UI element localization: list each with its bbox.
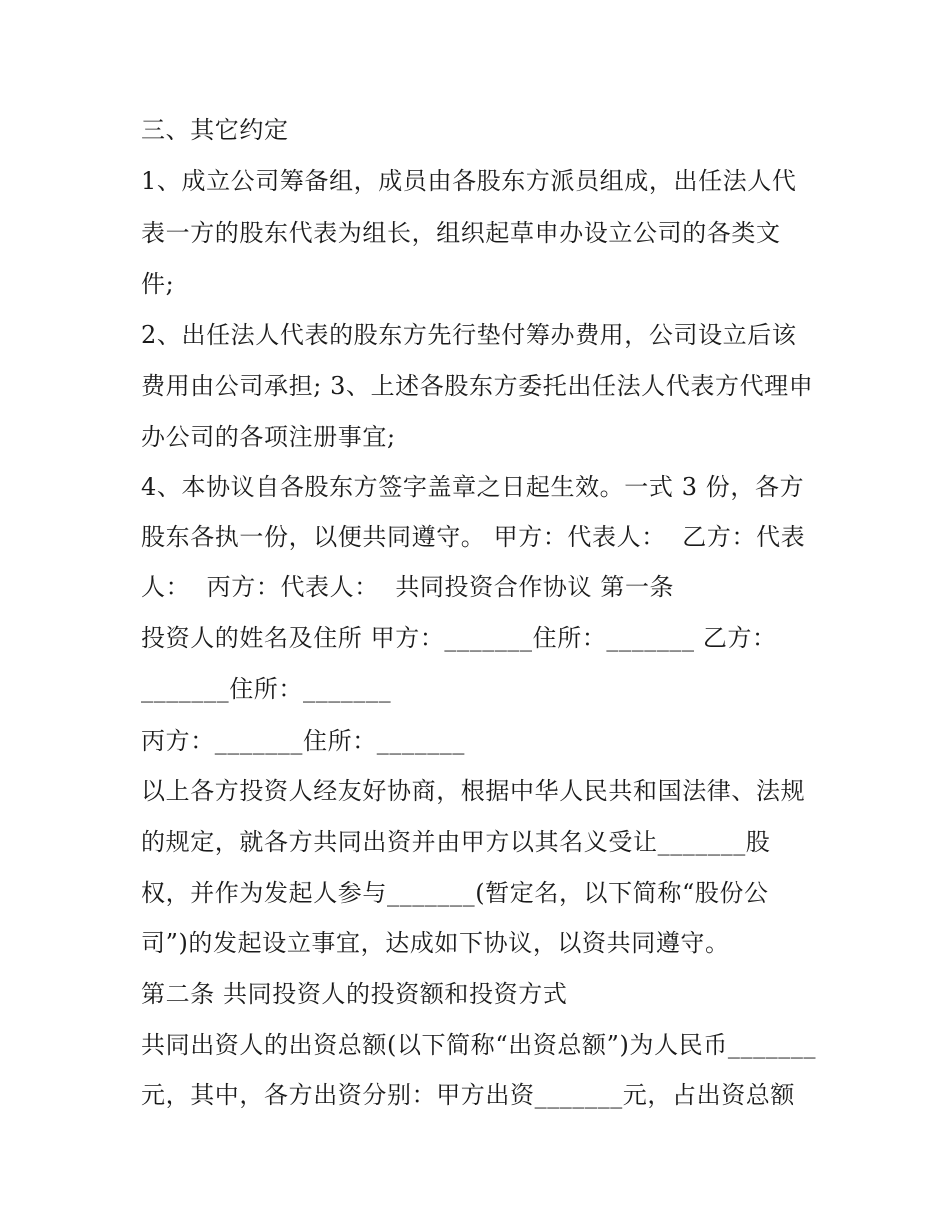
- paragraph-line: 人： 丙方：代表人： 共同投资合作协议 第一条: [141, 573, 675, 601]
- paragraph-line: 共同出资人的出资总额(以下简称“出资总额”)为人民币_______: [141, 1031, 817, 1059]
- paragraph-line: 4、本协议自各股东方签字盖章之日起生效。一式 3 份，各方: [141, 473, 805, 501]
- paragraph-line: 股东各执一份，以便共同遵守。 甲方：代表人： 乙方：代表: [141, 523, 806, 551]
- paragraph-line: 办公司的各项注册事宜;: [141, 423, 396, 451]
- paragraph-line: 丙方：_______住所：_______: [141, 727, 465, 755]
- article-heading: 第二条 共同投资人的投资额和投资方式: [141, 980, 568, 1008]
- paragraph-line: 件;: [141, 270, 175, 298]
- paragraph-line: 元，其中，各方出资分别：甲方出资_______元，占出资总额: [141, 1081, 795, 1109]
- section-heading: 三、其它约定: [141, 116, 289, 144]
- paragraph-line: 1、成立公司筹备组，成员由各股东方派员组成，出任法人代: [141, 167, 797, 195]
- paragraph-line: 投资人的姓名及住所 甲方：_______住所：_______ 乙方：: [141, 624, 777, 652]
- paragraph-line: 表一方的股东代表为组长，组织起草申办设立公司的各类文: [141, 219, 781, 247]
- paragraph-line: 以上各方投资人经友好协商，根据中华人民共和国法律、法规: [141, 777, 806, 805]
- paragraph-line: _______住所：_______: [141, 675, 392, 703]
- paragraph-line: 权，并作为发起人参与_______(暂定名，以下简称“股份公: [141, 879, 769, 907]
- paragraph-line: 的规定，就各方共同出资并由甲方以其名义受让_______股: [141, 828, 771, 856]
- paragraph-line: 司”)的发起设立事宜，达成如下协议，以资共同遵守。: [141, 929, 730, 957]
- paragraph-line: 2、出任法人代表的股东方先行垫付筹办费用，公司设立后该: [141, 321, 797, 349]
- paragraph-line: 费用由公司承担; 3、上述各股东方委托出任法人代表方代理申: [141, 372, 814, 400]
